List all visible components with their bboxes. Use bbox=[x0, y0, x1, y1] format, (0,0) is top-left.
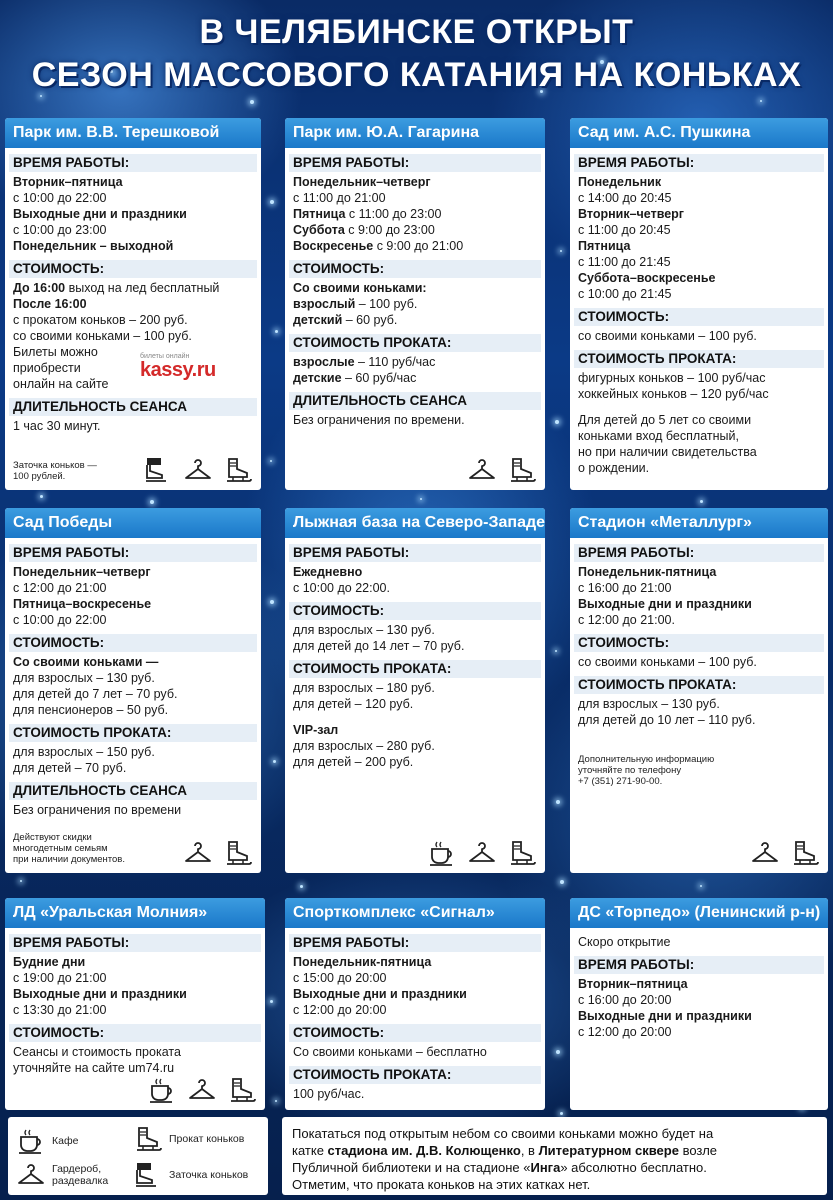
info-line: хоккейных коньков – 120 руб/час bbox=[578, 387, 769, 401]
info-line: Скоро открытие bbox=[578, 935, 671, 949]
section-heading: СТОИМОСТЬ: bbox=[9, 634, 257, 652]
legend-rental bbox=[133, 1125, 244, 1153]
section-heading: СТОИМОСТЬ: bbox=[289, 602, 541, 620]
info-line: 100 руб/час. bbox=[293, 1087, 365, 1101]
skate-icon bbox=[133, 1125, 163, 1153]
sparkle bbox=[270, 600, 274, 604]
hanger-icon bbox=[183, 839, 213, 867]
info-line: для детей – 70 руб. bbox=[13, 761, 127, 775]
page-header bbox=[0, 10, 833, 96]
info-line-bold: Суббота–воскресенье bbox=[578, 271, 716, 285]
info-line-bold: Вторник–пятница bbox=[578, 977, 688, 991]
info-line: с 15:00 до 20:00 bbox=[293, 971, 387, 985]
amenity-icons bbox=[467, 456, 537, 484]
section-heading: ВРЕМЯ РАБОТЫ: bbox=[9, 544, 257, 562]
info-line-bold: детский bbox=[293, 313, 343, 327]
skate-icon bbox=[223, 839, 253, 867]
section-heading: СТОИМОСТЬ: bbox=[9, 260, 257, 278]
footer-text: катке bbox=[292, 1143, 328, 1158]
info-line bbox=[293, 354, 537, 370]
info-line: с 10:00 до 21:45 bbox=[578, 287, 672, 301]
hanger-icon bbox=[187, 1076, 217, 1104]
legend-cloakroom-label-2: раздевалка bbox=[52, 1175, 109, 1187]
footnote-line: Действуют скидки bbox=[13, 832, 92, 843]
footer-text: Публичной библиотеки и на стадионе « bbox=[292, 1160, 531, 1175]
footnote-line: Заточка коньков — bbox=[13, 460, 97, 471]
info-line-bold: Понедельник–четверг bbox=[13, 565, 151, 579]
info-line: Сеансы и стоимость проката bbox=[13, 1045, 181, 1059]
info-line-bold: Выходные дни и праздники bbox=[578, 597, 752, 611]
section-heading: ВРЕМЯ РАБОТЫ: bbox=[574, 154, 824, 172]
card-body bbox=[5, 148, 261, 438]
info-line-text: выход на лед бесплатный bbox=[65, 281, 220, 295]
info-line-bold: Понедельник – выходной bbox=[13, 239, 174, 253]
info-line-bold: Пятница bbox=[578, 239, 631, 253]
card-ski-base-northwest bbox=[285, 508, 545, 873]
info-line: с 14:00 до 20:45 bbox=[578, 191, 672, 205]
spacer bbox=[293, 712, 537, 722]
sparkle bbox=[560, 880, 564, 884]
info-line: для взрослых – 130 руб. bbox=[293, 623, 435, 637]
section-heading: СТОИМОСТЬ ПРОКАТА: bbox=[289, 1066, 541, 1084]
info-line: для детей до 14 лет – 70 руб. bbox=[293, 639, 465, 653]
kassy-logo-text: kassy.ru bbox=[140, 359, 216, 381]
section-heading: ДЛИТЕЛЬНОСТЬ СЕАНСА bbox=[9, 782, 257, 800]
card-footnote bbox=[13, 460, 97, 482]
card-body bbox=[570, 928, 828, 1044]
footnote-line: +7 (351) 271-90-00. bbox=[578, 776, 663, 787]
info-line-bold: Ежедневно bbox=[293, 565, 363, 579]
footer-text: возле bbox=[678, 1143, 718, 1158]
info-line-bold: Выходные дни и праздники bbox=[578, 1009, 752, 1023]
info-line: со своими коньками – 100 руб. bbox=[13, 329, 192, 343]
sparkle bbox=[300, 885, 303, 888]
card-body bbox=[285, 538, 545, 774]
footer-line-3 bbox=[292, 1159, 817, 1176]
info-line: Без ограничения по времени bbox=[13, 803, 182, 817]
info-line: онлайн на сайте bbox=[13, 377, 109, 391]
section-heading: СТОИМОСТЬ: bbox=[289, 1024, 541, 1042]
skate-icon bbox=[507, 456, 537, 484]
legend-rental-label: Прокат коньков bbox=[169, 1133, 245, 1145]
info-line: уточняйте на сайте um74.ru bbox=[13, 1061, 175, 1075]
info-line-bold: детские bbox=[293, 371, 342, 385]
card-signal-sport-complex bbox=[285, 898, 545, 1110]
info-line-text: – 110 руб/час bbox=[354, 355, 436, 369]
sparkle bbox=[270, 460, 272, 462]
section-heading: ВРЕМЯ РАБОТЫ: bbox=[9, 934, 261, 952]
card-body bbox=[570, 148, 828, 480]
info-line bbox=[13, 280, 253, 296]
footer-text: , в bbox=[520, 1143, 539, 1158]
info-line: Со своими коньками – бесплатно bbox=[293, 1045, 487, 1059]
skate-icon bbox=[227, 1076, 257, 1104]
footnote-line: при наличии документов. bbox=[13, 854, 125, 865]
card-footnote bbox=[578, 754, 714, 787]
card-title: Сад им. А.С. Пушкина bbox=[570, 118, 828, 148]
hanger-icon bbox=[467, 456, 497, 484]
sparkle bbox=[40, 495, 43, 498]
footer-bold: Инга bbox=[530, 1160, 561, 1175]
info-line bbox=[293, 238, 537, 254]
sparkle bbox=[275, 1100, 277, 1102]
header-line-1: В ЧЕЛЯБИНСКЕ ОТКРЫТ bbox=[199, 13, 634, 51]
info-line: с 10:00 до 23:00 bbox=[13, 223, 107, 237]
info-line: приобрести bbox=[13, 361, 81, 375]
skate-sharpening-icon bbox=[133, 1161, 163, 1189]
hanger-icon bbox=[183, 456, 213, 484]
info-line: с 11:00 до 20:45 bbox=[578, 223, 671, 237]
cafe-icon bbox=[427, 839, 457, 867]
hanger-icon bbox=[467, 839, 497, 867]
amenity-icons bbox=[750, 839, 820, 867]
info-line-bold: Понедельник bbox=[578, 175, 662, 189]
info-line-bold: Понедельник-пятница bbox=[578, 565, 717, 579]
info-line: но при наличии свидетельства bbox=[578, 445, 757, 459]
card-title: Парк им. Ю.А. Гагарина bbox=[285, 118, 545, 148]
section-heading: СТОИМОСТЬ: bbox=[574, 308, 824, 326]
info-line bbox=[293, 312, 537, 328]
section-heading: ВРЕМЯ РАБОТЫ: bbox=[574, 544, 824, 562]
info-line bbox=[293, 222, 537, 238]
info-line-bold: VIP-зал bbox=[293, 723, 339, 737]
card-body bbox=[5, 538, 261, 822]
info-line bbox=[293, 296, 537, 312]
footer-line-1: Покататься под открытым небом со своими коньками можно будет на bbox=[292, 1126, 714, 1141]
card-footnote bbox=[13, 832, 125, 865]
card-uralskaya-molniya bbox=[5, 898, 265, 1110]
info-line: для взрослых – 280 руб. bbox=[293, 739, 435, 753]
footnote-line: 100 рублей. bbox=[13, 471, 66, 482]
info-line bbox=[293, 206, 537, 222]
sparkle bbox=[275, 330, 278, 333]
hanger-icon bbox=[750, 839, 780, 867]
section-heading: ВРЕМЯ РАБОТЫ: bbox=[289, 934, 541, 952]
sparkle bbox=[556, 800, 560, 804]
info-line-bold: Вторник–пятница bbox=[13, 175, 123, 189]
info-line: для взрослых – 130 руб. bbox=[13, 671, 155, 685]
section-heading: СТОИМОСТЬ: bbox=[574, 634, 824, 652]
spacer bbox=[578, 402, 820, 412]
info-line: со своими коньками – 100 руб. bbox=[578, 655, 757, 669]
info-line: с 12:00 до 20:00 bbox=[293, 1003, 387, 1017]
info-line: с 12:00 до 21:00 bbox=[13, 581, 107, 595]
info-line-bold: взрослый bbox=[293, 297, 356, 311]
card-title: Сад Победы bbox=[5, 508, 261, 538]
amenity-icons bbox=[147, 1076, 257, 1104]
info-line-bold: Со своими коньками: bbox=[293, 281, 427, 295]
amenity-icons bbox=[183, 839, 253, 867]
section-heading: СТОИМОСТЬ ПРОКАТА: bbox=[574, 676, 824, 694]
footnote-line: уточняйте по телефону bbox=[578, 765, 682, 776]
info-line: о рождении. bbox=[578, 461, 650, 475]
sparkle bbox=[760, 100, 762, 102]
section-heading: СТОИМОСТЬ ПРОКАТА: bbox=[289, 334, 541, 352]
section-heading: СТОИМОСТЬ: bbox=[289, 260, 541, 278]
footer-line-4: Отметим, что проката коньков на этих катках нет. bbox=[292, 1177, 591, 1192]
info-line: Без ограничения по времени. bbox=[293, 413, 465, 427]
sparkle bbox=[420, 498, 422, 500]
header-line-2: СЕЗОН МАССОВОГО КАТАНИЯ НА КОНЬКАХ bbox=[31, 56, 802, 94]
card-title: Парк им. В.В. Терешковой bbox=[5, 118, 261, 148]
info-line: Билеты можно bbox=[13, 345, 98, 359]
info-line-bold: Пятница–воскресенье bbox=[13, 597, 152, 611]
card-body bbox=[285, 148, 545, 432]
info-line: с 11:00 до 21:00 bbox=[293, 191, 386, 205]
section-heading: ВРЕМЯ РАБОТЫ: bbox=[289, 154, 541, 172]
card-tereshkova-park bbox=[5, 118, 261, 490]
info-line: с 10:00 до 22:00 bbox=[13, 191, 107, 205]
section-heading: ДЛИТЕЛЬНОСТЬ СЕАНСА bbox=[289, 392, 541, 410]
section-heading: СТОИМОСТЬ: bbox=[9, 1024, 261, 1042]
info-line-text: с 11:00 до 23:00 bbox=[345, 207, 442, 221]
card-pushkin-garden bbox=[570, 118, 828, 490]
info-line: для детей до 7 лет – 70 руб. bbox=[13, 687, 178, 701]
cafe-icon bbox=[16, 1127, 46, 1155]
info-line: с 10:00 до 22:00 bbox=[13, 613, 107, 627]
footer-note bbox=[282, 1117, 827, 1195]
info-line: для взрослых – 150 руб. bbox=[13, 745, 155, 759]
kassy-logo-caption: билеты онлайн bbox=[140, 353, 190, 360]
sparkle bbox=[20, 880, 22, 882]
info-line-bold: Пятница bbox=[293, 207, 346, 221]
info-line-bold: Выходные дни и праздники bbox=[293, 987, 467, 1001]
footer-bold: Литературном сквере bbox=[538, 1143, 679, 1158]
info-line-bold: Выходные дни и праздники bbox=[13, 987, 187, 1001]
skate-icon bbox=[507, 839, 537, 867]
section-heading: ДЛИТЕЛЬНОСТЬ СЕАНСА bbox=[9, 398, 257, 416]
info-line-bold: Понедельник-пятница bbox=[293, 955, 432, 969]
skate-icon bbox=[790, 839, 820, 867]
info-line: коньками вход бесплатный, bbox=[578, 429, 739, 443]
card-title: Лыжная база на Северо-Западе bbox=[285, 508, 545, 538]
card-pobedy-garden bbox=[5, 508, 261, 873]
sparkle bbox=[555, 650, 557, 652]
info-line-text: с 9:00 до 23:00 bbox=[344, 223, 435, 237]
sparkle bbox=[270, 1000, 273, 1003]
legend-sharpening bbox=[133, 1161, 248, 1189]
info-line-bold: После 16:00 bbox=[13, 297, 87, 311]
info-line: со своими коньками – 100 руб. bbox=[578, 329, 757, 343]
section-heading: СТОИМОСТЬ ПРОКАТА: bbox=[574, 350, 824, 368]
info-line-bold: Выходные дни и праздники bbox=[13, 207, 187, 221]
sparkle bbox=[556, 1050, 560, 1054]
info-line: с 12:00 до 20:00 bbox=[578, 1025, 672, 1039]
info-line: с 11:00 до 21:45 bbox=[578, 255, 671, 269]
footer-text: » абсолютно бесплатно. bbox=[560, 1160, 707, 1175]
info-line-bold: Понедельник–четверг bbox=[293, 175, 431, 189]
card-torpedo-palace bbox=[570, 898, 828, 1110]
legend-cloakroom bbox=[16, 1161, 108, 1189]
card-body bbox=[570, 538, 828, 732]
info-line: для детей – 200 руб. bbox=[293, 755, 414, 769]
info-line: с 16:00 до 20:00 bbox=[578, 993, 672, 1007]
info-line: для взрослых – 130 руб. bbox=[578, 697, 720, 711]
info-line: с 19:00 до 21:00 bbox=[13, 971, 107, 985]
section-heading: ВРЕМЯ РАБОТЫ: bbox=[9, 154, 257, 172]
hanger-icon bbox=[16, 1161, 46, 1189]
info-line: с 12:00 до 21:00. bbox=[578, 613, 675, 627]
icon-legend bbox=[8, 1117, 268, 1195]
sparkle bbox=[560, 1112, 563, 1115]
info-line-bold: взрослые bbox=[293, 355, 355, 369]
card-title: Спорткомплекс «Сигнал» bbox=[285, 898, 545, 928]
sparkle bbox=[700, 500, 703, 503]
info-line: Для детей до 5 лет со своими bbox=[578, 413, 752, 427]
amenity-icons bbox=[143, 456, 253, 484]
info-line: 1 час 30 минут. bbox=[13, 419, 101, 433]
info-line: с прокатом коньков – 200 руб. bbox=[13, 313, 188, 327]
info-line-text: – 60 руб. bbox=[342, 313, 398, 327]
info-line: с 16:00 до 21:00 bbox=[578, 581, 672, 595]
info-line-bold: Со своими коньками — bbox=[13, 655, 159, 669]
section-heading: ВРЕМЯ РАБОТЫ: bbox=[289, 544, 541, 562]
card-metallurg-stadium bbox=[570, 508, 828, 873]
info-line: для взрослых – 180 руб. bbox=[293, 681, 435, 695]
info-line: с 13:30 до 21:00 bbox=[13, 1003, 107, 1017]
legend-sharpening-label: Заточка коньков bbox=[169, 1169, 249, 1181]
skate-icon bbox=[223, 456, 253, 484]
card-body bbox=[285, 928, 545, 1106]
section-heading: СТОИМОСТЬ ПРОКАТА: bbox=[289, 660, 541, 678]
amenity-icons bbox=[427, 839, 537, 867]
sparkle bbox=[560, 250, 562, 252]
card-title: Стадион «Металлург» bbox=[570, 508, 828, 538]
sparkle bbox=[555, 420, 559, 424]
cafe-icon bbox=[147, 1076, 177, 1104]
info-line: с 10:00 до 22:00. bbox=[293, 581, 390, 595]
card-title: ДС «Торпедо» (Ленинский р-н) bbox=[570, 898, 828, 928]
footnote-line: Дополнительную информацию bbox=[578, 754, 715, 765]
info-line-bold: Вторник–четверг bbox=[578, 207, 685, 221]
info-line-text: – 100 руб. bbox=[355, 297, 418, 311]
section-heading: СТОИМОСТЬ ПРОКАТА: bbox=[9, 724, 257, 742]
info-line-bold: До 16:00 bbox=[13, 281, 66, 295]
info-line: для детей – 120 руб. bbox=[293, 697, 414, 711]
sparkle bbox=[270, 200, 274, 204]
card-gagarin-park bbox=[285, 118, 545, 490]
sparkle bbox=[250, 100, 254, 104]
info-line bbox=[293, 370, 537, 386]
footer-bold: стадиона им. Д.В. Колющенко bbox=[327, 1143, 521, 1158]
info-line-bold: Воскресенье bbox=[293, 239, 374, 253]
info-line-bold: Будние дни bbox=[13, 955, 86, 969]
footer-line-2 bbox=[292, 1142, 817, 1159]
info-line-bold: Суббота bbox=[293, 223, 345, 237]
kassy-logo[interactable] bbox=[140, 353, 216, 381]
card-title: ЛД «Уральская Молния» bbox=[5, 898, 265, 928]
sparkle bbox=[700, 885, 702, 887]
legend-cafe-label: Кафе bbox=[52, 1135, 79, 1147]
info-line-text: с 9:00 до 21:00 bbox=[373, 239, 464, 253]
info-line: для детей до 10 лет – 110 руб. bbox=[578, 713, 756, 727]
section-heading: ВРЕМЯ РАБОТЫ: bbox=[574, 956, 824, 974]
footnote-line: многодетным семьям bbox=[13, 843, 108, 854]
sparkle bbox=[273, 760, 276, 763]
info-line: для пенсионеров – 50 руб. bbox=[13, 703, 169, 717]
skate-sharpening-icon bbox=[143, 456, 173, 484]
sparkle bbox=[150, 500, 154, 504]
card-body bbox=[5, 928, 265, 1080]
legend-cafe bbox=[16, 1127, 78, 1155]
legend-cloakroom-label-1: Гардероб, bbox=[52, 1163, 102, 1175]
info-line-text: – 60 руб/час bbox=[341, 371, 417, 385]
info-line: фигурных коньков – 100 руб/час bbox=[578, 371, 766, 385]
